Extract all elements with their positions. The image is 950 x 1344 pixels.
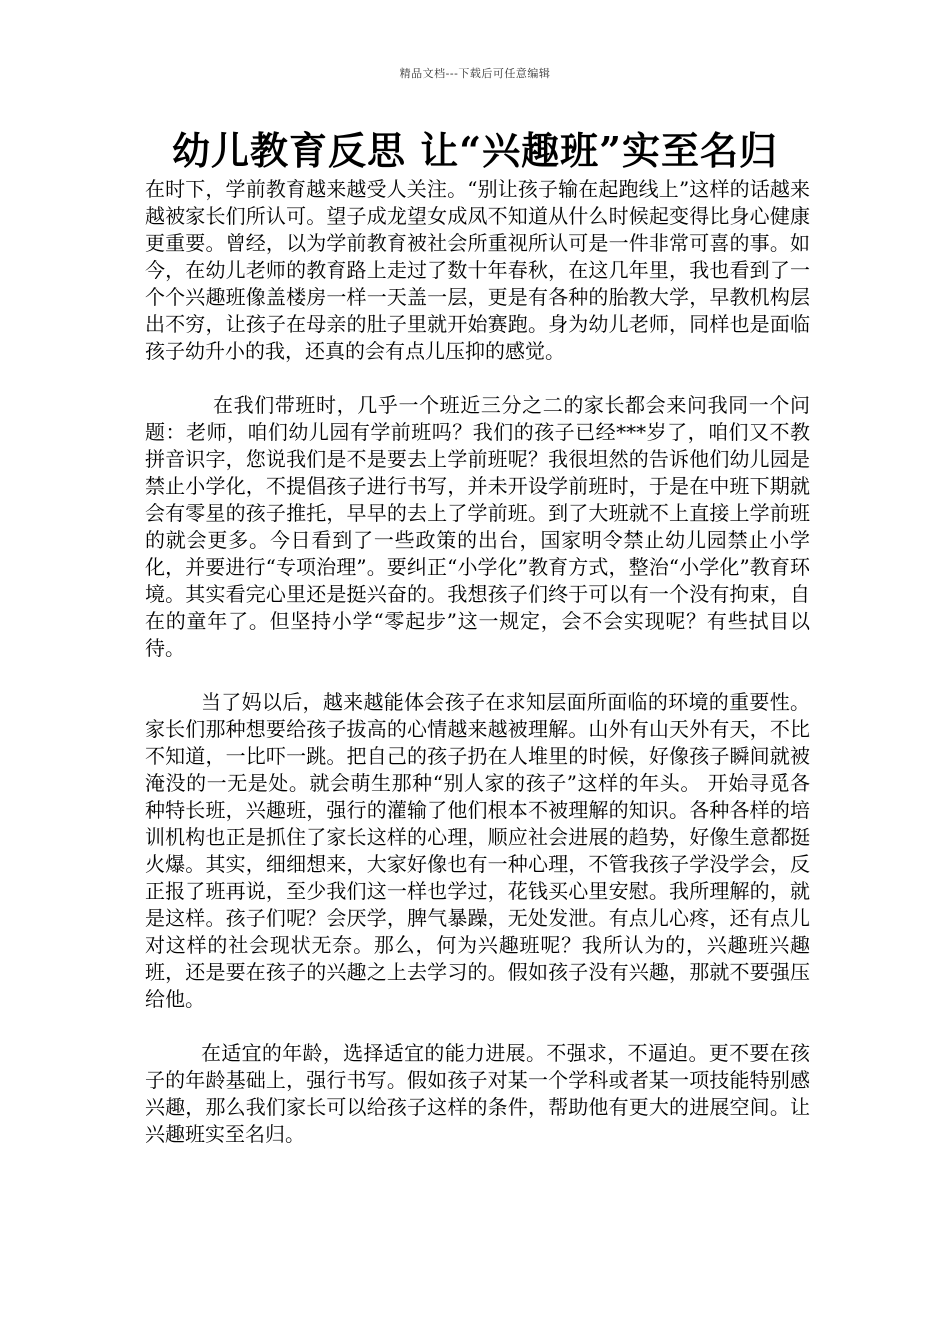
paragraph-3: 当了妈以后，越来越能体会孩子在求知层面所面临的环境的重要性。家长们那种想要给孩子拔高的心情越来越被理解。山外有山天外有天，不比不知道，一比吓一跳。把自己的孩子扔在人堆里的时候，好像孩子瞬间就被淹没的一无是处。就会萌生那种“别人家的孩子”这样的年头。 开始寻觅各种特长班，兴趣班，强行的灌输了他们根本不被理解的知识。各种各样的培训机构也正是抓住了家长这样的心理，顺应社会进展的趋势，好像生意都挺火爆。其实，细细想来，大家好像也有一种心理，不管我孩子学没学会，反正报了班再说，至少我们这一样也学过，花钱买心里安慰。我所理解的，就是这样。孩子们呢？会厌学，脾气暴躁，无处发泄。有点儿心疼，还有点儿对这样的社会现状无奈。那么，何为兴趣班呢？我所认为的，兴趣班兴趣班，还是要在孩子的兴趣之上去学习的。假如孩子没有兴趣，那就不要强压给他。 bbox=[145, 690, 810, 1011]
header-note: 精品文档---下载后可任意编辑 bbox=[399, 67, 551, 80]
paragraph-spacer bbox=[145, 365, 810, 392]
paragraph-2: 在我们带班时，几乎一个班近三分之二的家长都会来问我同一个问题：老师，咱们幼儿园有学前班吗？我们的孩子已经***岁了，咱们又不教拼音识字，您说我们是不是要去上学前班呢？我很坦然的告诉他们幼儿园是禁止小学化，不提倡孩子进行书写，并未开设学前班时，于是在中班下期就会有零星的孩子推托，早早的去上了学前班。到了大班就不上直接上学前班的就会更多。今日看到了一些政策的出台，国家明令禁止幼儿园禁止小学化，并要进行“专项治理”。要纠正“小学化”教育方式，整治“小学化”教育环境。其实看完心里还是挺兴奋的。我想孩子们终于可以有一个没有拘束，自在的童年了。但坚持小学“零起步”这一规定，会不会实现呢？有些拭目以待。 bbox=[145, 393, 810, 660]
paragraph-spacer bbox=[145, 662, 810, 689]
paragraph-1: 在时下，学前教育越来越受人关注。“别让孩子输在起跑线上”这样的话越来越被家长们所认可。望子成龙望女成凤不知道从什么时候起变得比身心健康更重要。曾经，以为学前教育被社会所重视所认可是一件非常可喜的事。如今，在幼儿老师的教育路上走过了数十年春秋，在这几年里，我也看到了一个个兴趣班像盖楼房一样一天盖一层，更是有各种的胎教大学，早教机构层出不穷，让孩子在母亲的肚子里就开始赛跑。身为幼儿老师，同样也是面临孩子幼升小的我，还真的会有点儿压抑的感觉。 bbox=[145, 177, 810, 363]
document-title: 幼儿教育反思 让“兴趣班”实至名归 bbox=[172, 128, 778, 173]
document-body bbox=[145, 176, 810, 1148]
paragraph-4: 在适宜的年龄，选择适宜的能力进展。不强求，不逼迫。更不要在孩子的年龄基础上，强行书写。假如孩子对某一个学科或者某一项技能特别感兴趣，那么我们家长可以给孩子这样的条件，帮助他有更大的进展空间。让兴趣班实至名归。 bbox=[145, 1041, 810, 1146]
paragraph-spacer bbox=[145, 1013, 810, 1040]
